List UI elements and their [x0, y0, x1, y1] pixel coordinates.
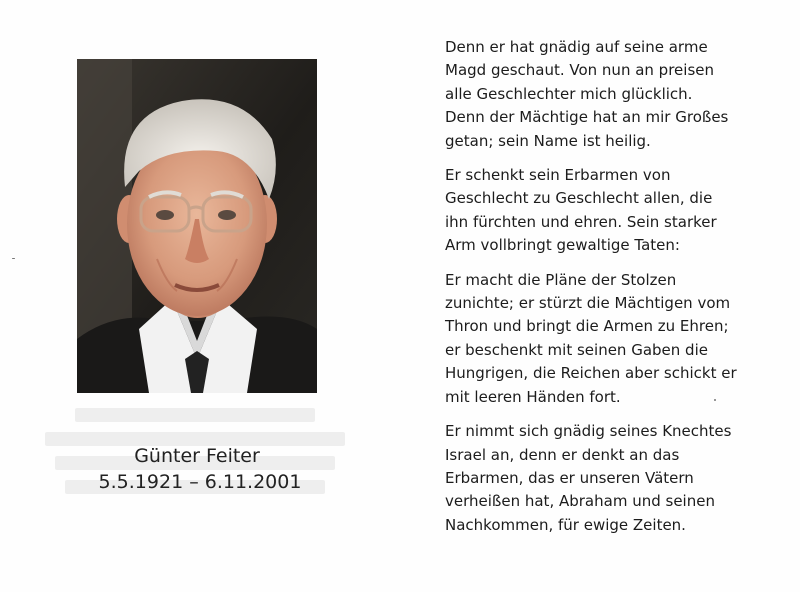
verse-line: Thron und bringt die Armen zu Ehren;	[445, 317, 729, 336]
verse-paragraph-3	[445, 269, 790, 409]
verse-line: zunichte; er stürzt die Mächtigen vom	[445, 294, 731, 313]
verse-line: Er macht die Pläne der Stolzen	[445, 270, 677, 289]
verse-line: Denn der Mächtige hat an mir Großes	[445, 108, 729, 127]
verse-line: Er nimmt sich gnädig seines Knechtes	[445, 422, 732, 441]
verse-paragraph-1	[445, 36, 790, 153]
deceased-name: Günter Feiter	[134, 445, 260, 467]
portrait-photo	[77, 59, 317, 393]
verse-line: ihn fürchten und ehren. Sein starker	[445, 212, 717, 231]
verse-line: Erbarmen, das er unseren Vätern	[445, 468, 694, 487]
scan-speck	[12, 258, 15, 259]
scan-speck	[714, 399, 716, 401]
verse-text	[445, 36, 790, 548]
elderly-man-portrait-icon	[77, 59, 317, 393]
verse-line: Nachkommen, für ewige Zeiten.	[445, 515, 686, 534]
verse-line: mit leeren Händen fort.	[445, 387, 621, 406]
verse-line: Israel an, denn er denkt an das	[445, 445, 680, 464]
verse-line: Hungrigen, die Reichen aber schickt er	[445, 364, 737, 383]
life-dates: 5.5.1921 – 6.11.2001	[98, 471, 302, 493]
verse-line: getan; sein Name ist heilig.	[445, 131, 651, 150]
verse-paragraph-4	[445, 420, 790, 537]
verse-line: Geschlecht zu Geschlecht allen, die	[445, 189, 713, 208]
verse-line: Er schenkt sein Erbarmen von	[445, 166, 671, 185]
verse-line: Magd geschaut. Von nun an preisen	[445, 61, 714, 80]
verse-line: alle Geschlechter mich glücklich.	[445, 84, 693, 103]
verse-line: verheißen hat, Abraham und seinen	[445, 492, 715, 511]
verse-line: Arm vollbringt gewaltige Taten:	[445, 236, 680, 255]
verse-paragraph-2	[445, 164, 790, 258]
verse-line: Denn er hat gnädig auf seine arme	[445, 38, 708, 56]
verse-line: er beschenkt mit seinen Gaben die	[445, 340, 708, 359]
